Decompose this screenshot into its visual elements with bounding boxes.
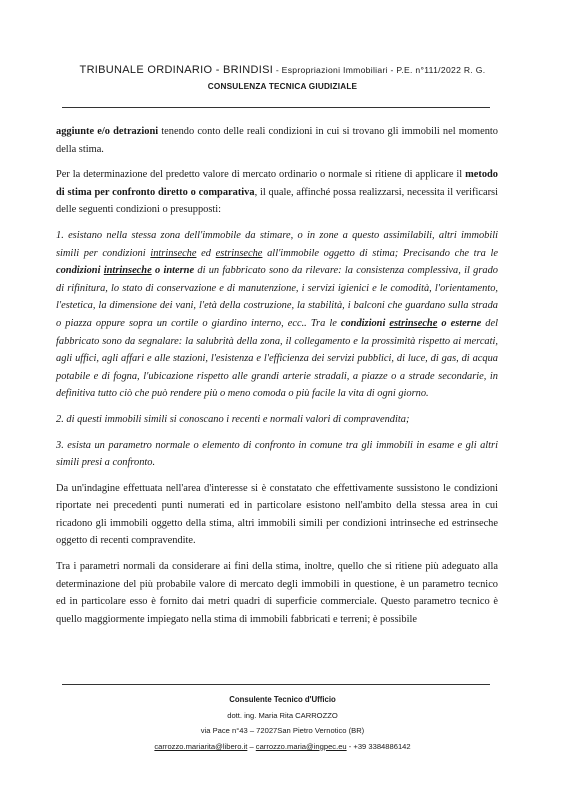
text-span: , il quale, affinché possa realizzarsi, necessita il verificarsi delle seguenti condizioni o presupposti: (56, 186, 498, 216)
bold-text: condizioni (340, 317, 386, 329)
paragraph-2 (56, 166, 498, 219)
separator: – (247, 741, 256, 751)
bold-text: condizioni (56, 265, 104, 277)
header-subtitle: CONSULENZA TECNICA GIUDIZIALE (207, 82, 358, 91)
paragraph-1 (56, 123, 498, 158)
text-span: all'immobile oggetto di stima; Precisando che tra le (262, 247, 498, 259)
bold-text: o interne (151, 265, 195, 277)
header-divider (62, 107, 490, 108)
footer-divider (62, 684, 490, 685)
paragraph-6: Da un'indagine effettuata nell'area d'interesse si è constatato che effettivamente sussistono le condizioni riportate nei precedenti punti numerati ed in particolare esistono nell'ambito della stessa area in cui ricadono gli immobili oggetto della stima, altri immobili simili per condizioni intrinseche ed estrinseche oggetto di recenti compravendite. (56, 482, 498, 547)
paragraph-7: Tra i parametri normali da considerare ai fini della stima, inoltre, quello che si ritiene più adeguato alla determinazione del più probabile valore di mercato degli immobili in questione, è un parametro tecnico ed in particolare esso è fornito dai metri quadri di superficie commerciale. Questo parametro tecnico è quello maggiormente impiegato nella stima di immobili fabbricati e terreni; è possibile (56, 561, 498, 625)
court-name: TRIBUNALE ORDINARIO - BRINDISI (79, 64, 274, 76)
email-link-1[interactable]: carrozzo.mariarita@libero.it (154, 741, 248, 751)
page-header (0, 64, 565, 91)
list-item-1 (56, 227, 498, 403)
phone-number: - +39 3384886142 (346, 741, 411, 751)
document-body (56, 123, 498, 636)
email-link-2[interactable]: carrozzo.maria@ingpec.eu (255, 741, 347, 751)
list-item-3: 3. esista un parametro normale o elemento di confronto in comune tra gli immobili in esame e gli altri simili presi a confronto. (56, 439, 498, 469)
text-span: ed (196, 247, 216, 259)
footer-address: via Pace n°43 – 72027San Pietro Vernotico (BR) (200, 726, 365, 736)
bold-text: aggiunte e/o detrazioni (56, 126, 159, 137)
bold-text: o esterne (437, 317, 482, 329)
header-court-line (0, 64, 565, 76)
page-footer (0, 692, 565, 754)
bold-underlined-text: intrinseche (103, 265, 152, 277)
text-span: 1. esistano nella stessa zona dell'immobile da stimare, o in zone a questo assimilabili, altri immobili simili per condizioni (56, 229, 498, 259)
text-span: del fabbricato sono da segnalare: la salubrità della zona, il collegamento e la prossimità rispetto ai mercati, agli uffici, agli affari e alle stazioni, l'esistenza e l'efficienza dei servizi pubblici, di luce, di gas, di acqua potabile e di fogna, l'ubicazione rispetto alle grandi arterie stradali, a piazze o a strade secondarie, in definitiva tutto ciò che può rendere più o meno comoda o più facile la vita di ogni giorno. (56, 317, 498, 400)
text-span: di un fabbricato sono da rilevare: la consistenza complessiva, il grado di rifinitura, lo stato di conservazione e di manutenzione, i servizi igienici e le comodità, l'orientamento, l'estetica, la dimensione dei vani, l'età della costruzione, la stabilità, i balconi che guardano sulla strada o piazza oppure sopra un cortile o giardino interno, ecc.. Tra le (56, 265, 499, 329)
text-span: tenendo conto delle reali condizioni in cui si trovano gli immobili nel momento della stima. (56, 126, 499, 155)
underlined-text: intrinseche (150, 247, 197, 259)
footer-contacts (0, 739, 565, 755)
case-reference: - Espropriazioni Immobiliari - P.E. n°111/2022 R. G. (273, 65, 486, 75)
bold-text: metodo di stima per confronto diretto o comparativa (56, 169, 498, 198)
footer-title: Consulente Tecnico d'Ufficio (229, 695, 336, 704)
underlined-text: estrinseche (215, 247, 263, 259)
text-span: Per la determinazione del predetto valore di mercato ordinario o normale si ritiene di applicare il (56, 169, 466, 181)
list-item-2: 2. di questi immobili simili si conoscano i recenti e normali valori di compravendita; (56, 413, 410, 425)
footer-name: dott. ing. Maria Rita CARROZZO (227, 710, 338, 720)
bold-underlined-text: estrinseche (389, 317, 438, 329)
